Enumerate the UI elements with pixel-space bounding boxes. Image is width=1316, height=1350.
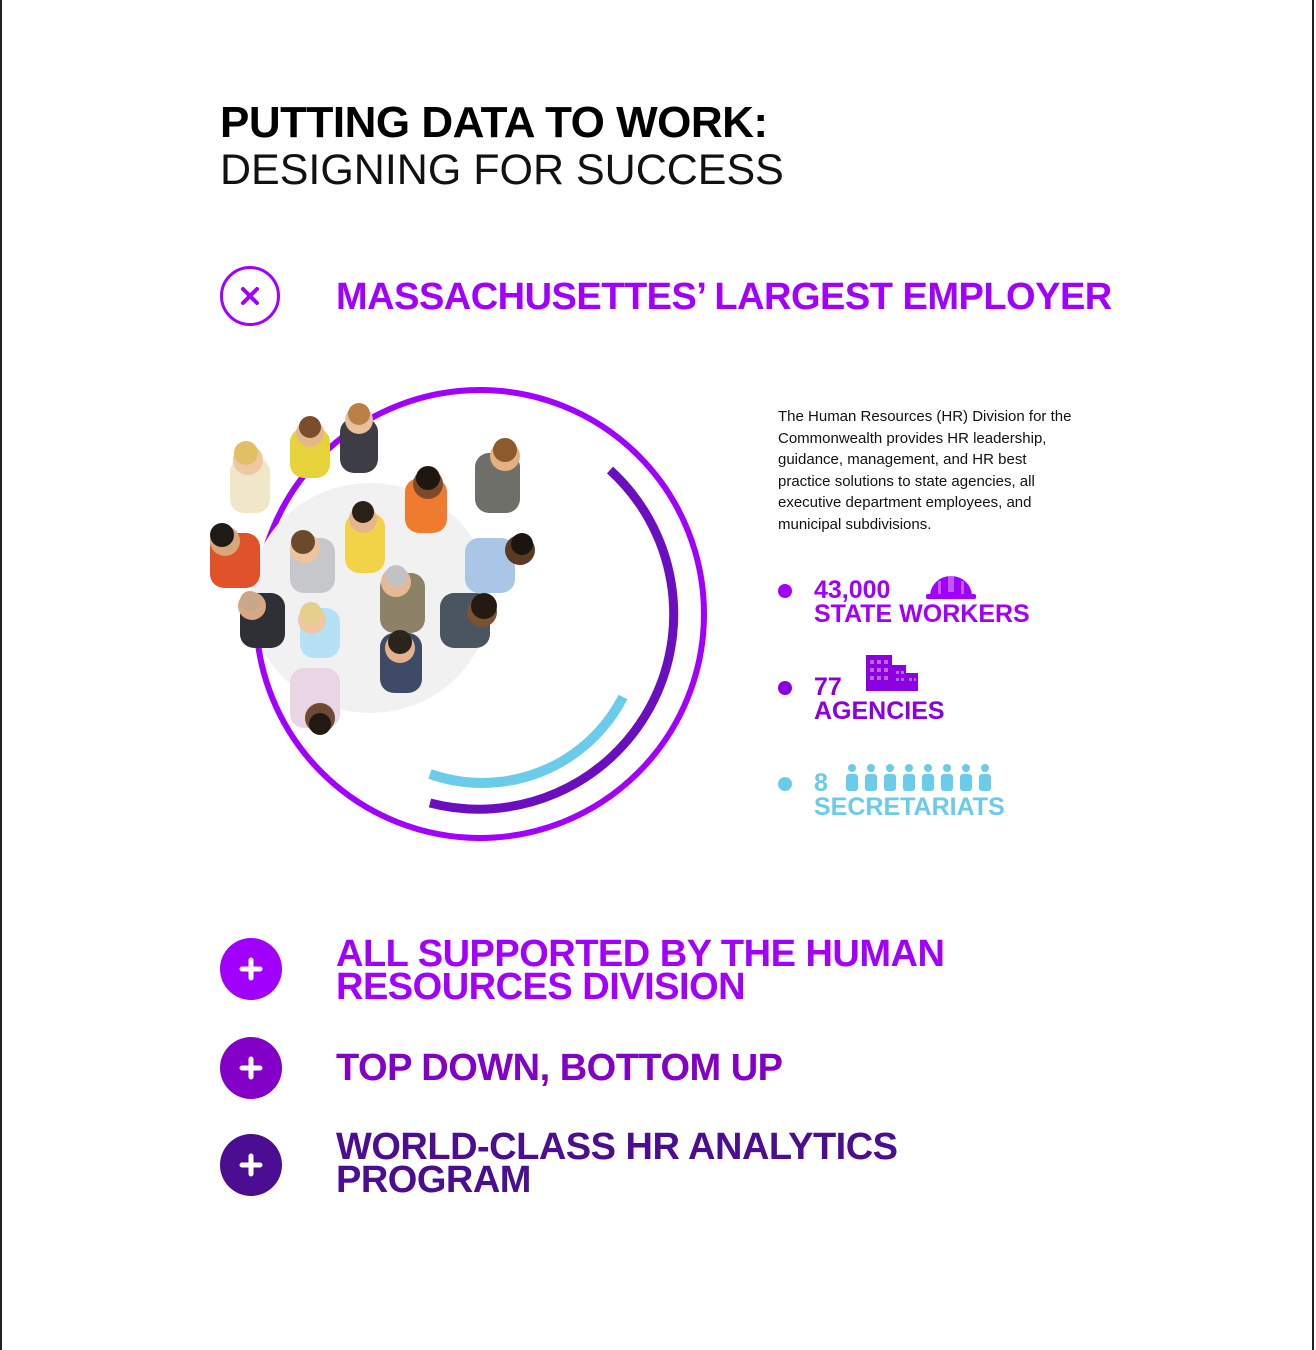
- stat-label: SECRETARIATS: [814, 793, 1005, 821]
- person-figure: [298, 602, 340, 658]
- plus-icon: [220, 1134, 282, 1196]
- point-text-line: RESOURCES DIVISION: [336, 966, 746, 1008]
- stat-number: 77: [814, 673, 842, 701]
- stat-number: 8: [814, 769, 828, 797]
- description-text: The Human Resources (HR) Division for the Commonwealth provides HR leadership, guidance, management, and HR best practice solutions to state agencies, all executive department employees, and municipal subdivisions.: [778, 408, 1072, 533]
- people-group-icon: [844, 763, 998, 791]
- person-figure: [290, 416, 330, 478]
- stat-label: STATE WORKERS: [814, 600, 1030, 628]
- person-figure: [475, 438, 520, 513]
- plus-icon: [220, 938, 282, 1000]
- bullet-dot: [778, 584, 792, 598]
- page-subtitle: DESIGNING FOR SUCCESS: [220, 146, 784, 194]
- person-figure: [238, 591, 285, 648]
- plus-icon: [220, 1037, 282, 1099]
- page-title: PUTTING DATA TO WORK:: [220, 98, 768, 147]
- point-text-line: WORLD-CLASS HR ANALYTICS: [336, 1126, 898, 1168]
- buildings-icon: [866, 655, 918, 691]
- people-photo: [200, 398, 550, 748]
- section-heading: MASSACHUSETTES’ LARGEST EMPLOYER: [336, 276, 1112, 318]
- point-text-line: ALL SUPPORTED BY THE HUMAN: [336, 933, 945, 975]
- bullet-dot: [778, 777, 792, 791]
- person-figure: [290, 668, 340, 735]
- point-text-line: PROGRAM: [336, 1159, 531, 1201]
- person-figure: [210, 523, 260, 588]
- person-figure: [380, 630, 422, 693]
- stat-label: AGENCIES: [814, 697, 945, 725]
- person-figure: [340, 403, 378, 473]
- point-text-line: TOP DOWN, BOTTOM UP: [336, 1047, 783, 1089]
- close-x-icon: [220, 266, 280, 326]
- person-figure: [380, 565, 425, 633]
- person-figure: [405, 466, 447, 533]
- stat-number: 43,000: [814, 576, 891, 604]
- hard-hat-icon: [926, 574, 976, 600]
- person-figure: [440, 593, 497, 648]
- person-figure: [230, 441, 270, 513]
- bullet-dot: [778, 681, 792, 695]
- person-figure: [465, 533, 535, 593]
